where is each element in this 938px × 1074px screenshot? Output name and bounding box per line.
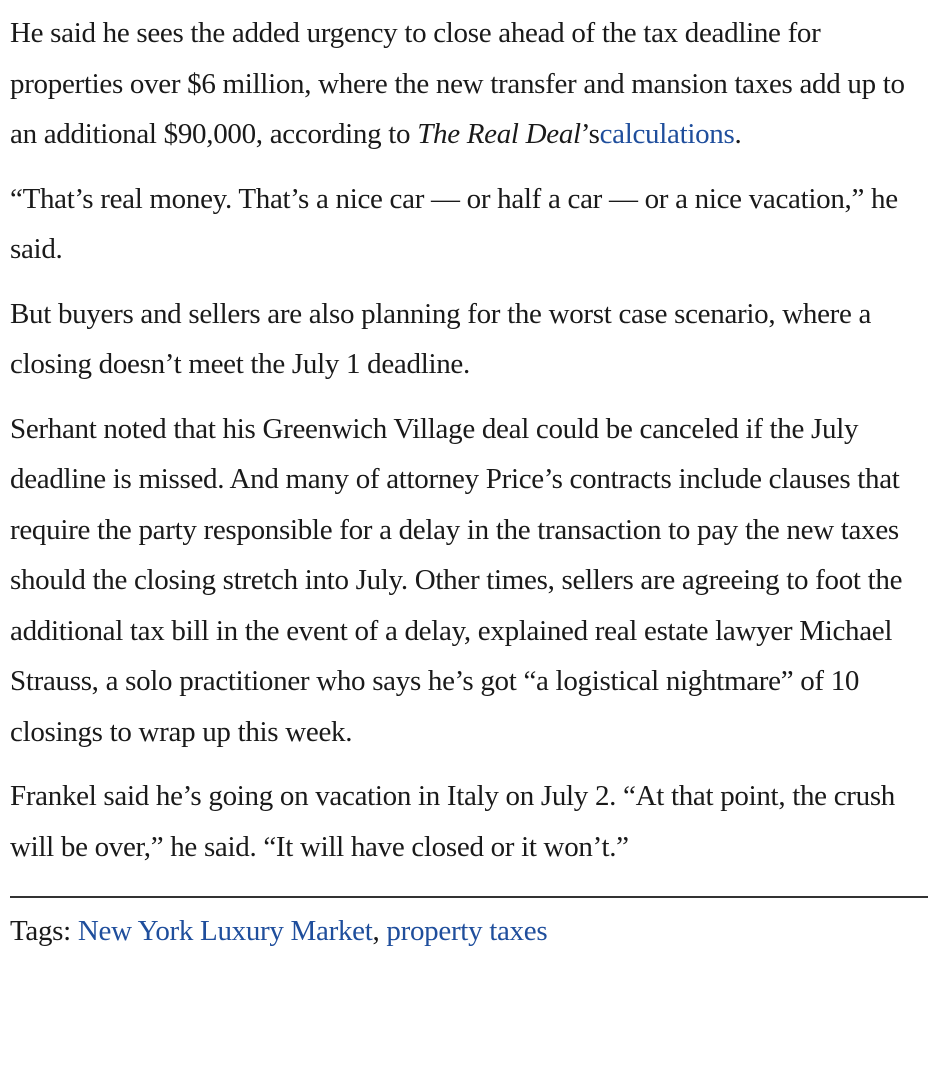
article-body [10, 8, 930, 872]
paragraph-1 [10, 8, 930, 160]
calculations-link[interactable]: calculations [599, 118, 735, 150]
paragraph-1-end: . [734, 118, 742, 150]
paragraph-2: “That’s real money. That’s a nice car — or half a car — or a nice vacation,” he said. [10, 182, 898, 265]
paragraph-1-text: He said he sees the added urgency to close ahead of the tax deadline for properties over $6 million, where the new transfer and mansion taxes add up to an additional $90,000, according to [10, 17, 905, 150]
tags-divider [10, 896, 928, 898]
tag-link-new-york-luxury-market[interactable]: New York Luxury Market [77, 915, 373, 947]
publication-name: The Real Deal [417, 118, 581, 150]
tags-label: Tags: [10, 915, 78, 947]
possessive-suffix: ’s [580, 118, 600, 150]
paragraph-4: Serhant noted that his Greenwich Village deal could be canceled if the July deadline is missed. And many of attorney Price’s contracts include clauses that require the party responsible for a delay in the transaction to pay the new taxes should the closing stretch into July. Other times, sellers are agreeing to foot the additional tax bill in the event of a delay, explained real estate lawyer Michael Strauss, a solo practitioner who says he’s got “a logistical nightmare” of 10 closings to wrap up this week. [10, 412, 903, 748]
paragraph-5: Frankel said he’s going on vacation in Italy on July 2. “At that point, the crush will be over,” he said. “It will have closed or it won’t.” [10, 780, 896, 863]
tags-line [10, 906, 930, 956]
tag-link-property-taxes[interactable]: property taxes [386, 915, 548, 947]
tags-separator: , [372, 915, 387, 947]
paragraph-3: But buyers and sellers are also planning for the worst case scenario, where a closing doesn’t meet the July 1 deadline. [10, 297, 872, 380]
